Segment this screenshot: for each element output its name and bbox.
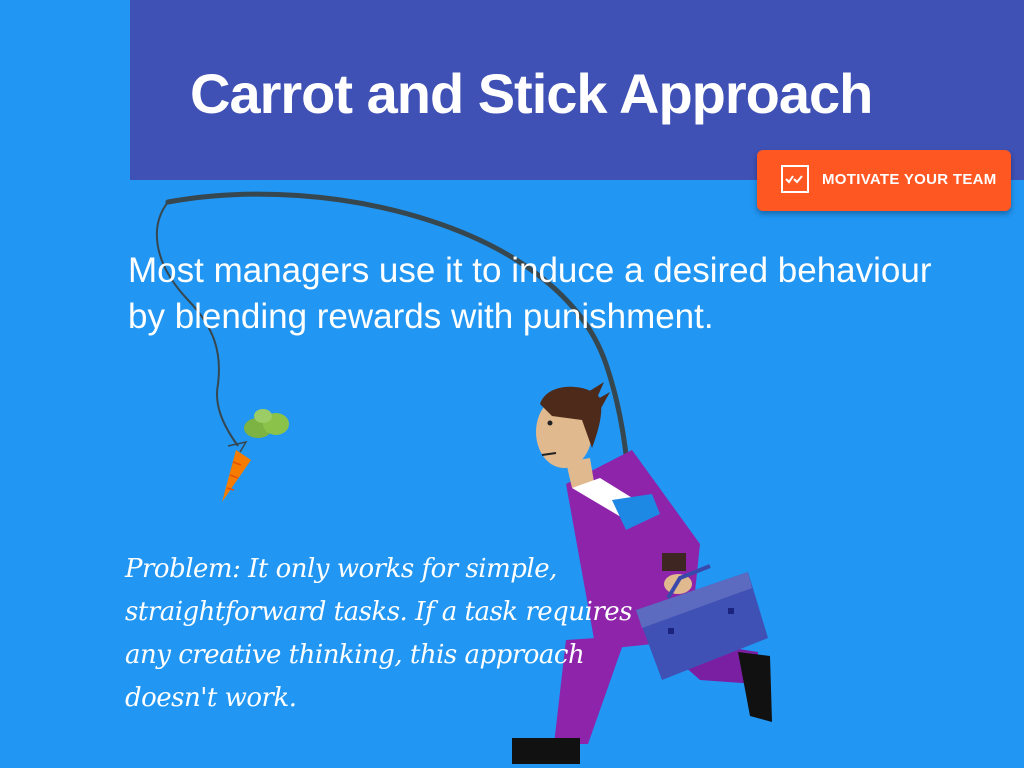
slide-title: Carrot and Stick Approach [190,62,873,125]
carrot-icon [222,409,289,502]
motivate-team-label: MOTIVATE YOUR TEAM [822,171,997,188]
problem-text: Problem: It only works for simple, straightforward tasks. If a task requires any creative thinking, this approach doesn't work. [125,554,633,713]
lead-text: Most managers use it to induce a desired behaviour by blending rewards with punishment. [128,251,932,336]
